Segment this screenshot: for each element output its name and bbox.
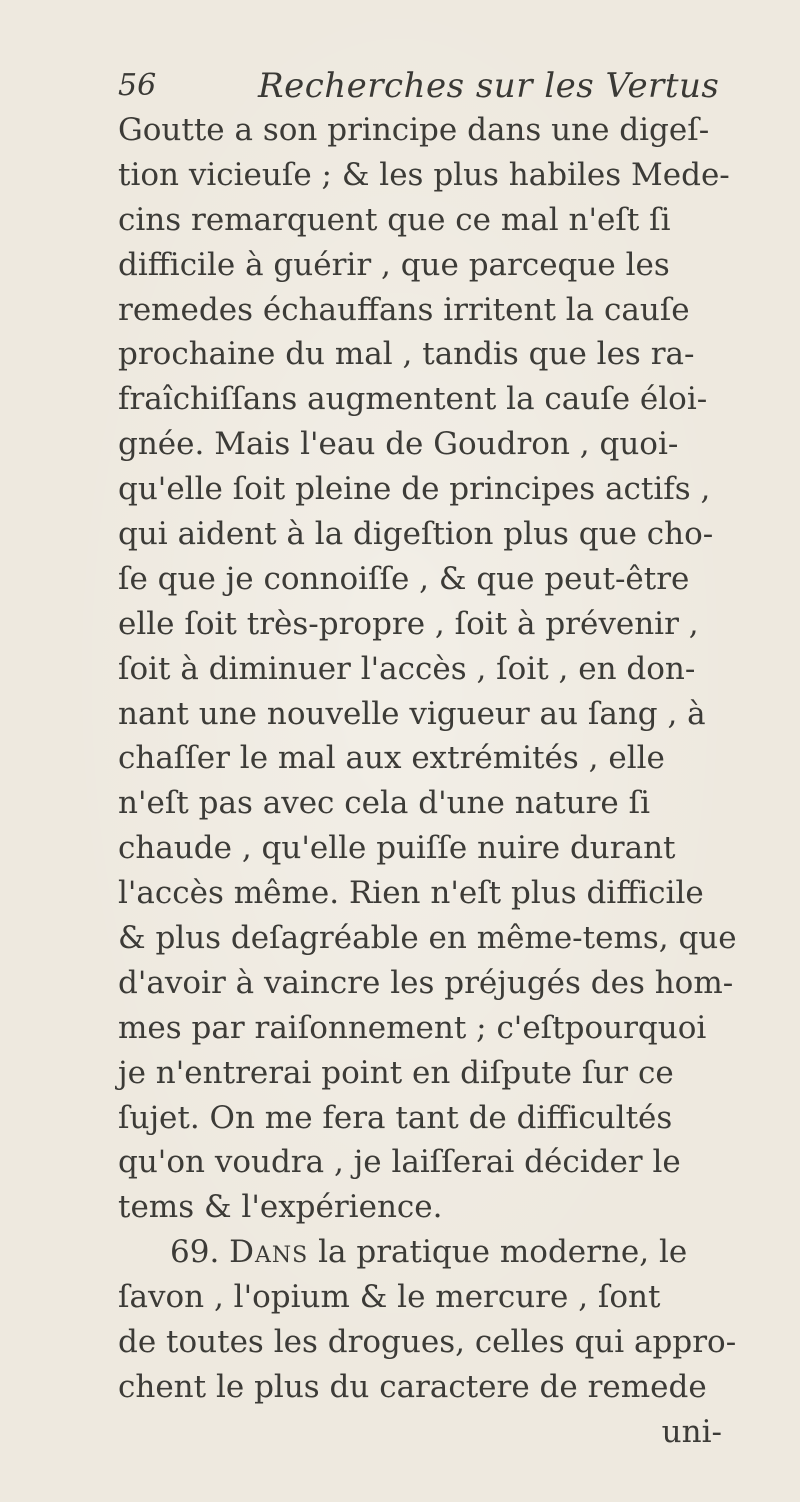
text-line: tion vicieuſe ; & les plus habiles Mede-: [118, 156, 730, 193]
text-line: mes par raiſonnement ; c'eſtpourquoi: [118, 1009, 707, 1046]
page-number: 56: [118, 68, 157, 103]
text-line: chaſſer le mal aux extrémités , elle: [118, 740, 665, 777]
text-line: je n'entrerai point en diſpute ſur ce: [118, 1054, 674, 1091]
text-line: nant une nouvelle vigueur au ſang , à: [118, 695, 706, 732]
paragraph-opening-line: [118, 1230, 728, 1275]
text-line: ſavon , l'opium & le mercure , ſont: [118, 1279, 661, 1316]
text-line: elle ſoit très-propre , ſoit à prévenir ,: [118, 605, 699, 642]
paragraph-lead-word: Dans: [229, 1234, 309, 1271]
text-line: l'accès même. Rien n'eſt plus difficile: [118, 875, 704, 912]
text-line: prochaine du mal , tandis que les ra-: [118, 336, 695, 373]
text-line: de toutes les drogues, celles qui appro-: [118, 1324, 737, 1361]
text-line: fraîchiſſans augmentent la cauſe éloi-: [118, 381, 708, 418]
text-line: gnée. Mais l'eau de Goudron , quoi-: [118, 426, 679, 463]
text-line: qu'on voudra , je laiſſerai décider le: [118, 1144, 681, 1181]
paragraph-number: 69.: [170, 1234, 220, 1271]
text-line: ſujet. On me fera tant de difficultés: [118, 1099, 673, 1136]
catchword: uni-: [661, 1413, 722, 1450]
running-title: Recherches sur les Vertus: [258, 66, 720, 106]
running-head: [118, 62, 718, 110]
text-line: chent le plus du caractere de remede: [118, 1368, 707, 1405]
paragraph-first-line-text: la pratique moderne, le: [318, 1234, 688, 1271]
text-line: ſoit à diminuer l'accès , ſoit , en don-: [118, 650, 696, 687]
text-line: Goutte a son principe dans une digeſ-: [118, 112, 710, 148]
text-line: n'eſt pas avec cela d'une nature ſi: [118, 785, 650, 822]
text-line: d'avoir à vaincre les préjugés des hom-: [118, 964, 734, 1001]
text-line: tems & l'expérience.: [118, 1189, 443, 1226]
body-text: [118, 108, 737, 1455]
text-line: & plus deſagréable en même-tems, que: [118, 920, 737, 957]
text-line: qu'elle ſoit pleine de principes actifs ,: [118, 471, 711, 508]
text-line: ſe que je connoiſſe , & que peut-être: [118, 560, 690, 597]
text-line: cins remarquent que ce mal n'eſt ſi: [118, 201, 671, 238]
text-line: chaude , qu'elle puiſſe nuire durant: [118, 830, 676, 867]
text-line: remedes échauffans irritent la cauſe: [118, 291, 690, 328]
text-line: difficile à guérir , que parceque les: [118, 246, 670, 283]
text-line: qui aident à la digeſtion plus que cho-: [118, 516, 714, 553]
